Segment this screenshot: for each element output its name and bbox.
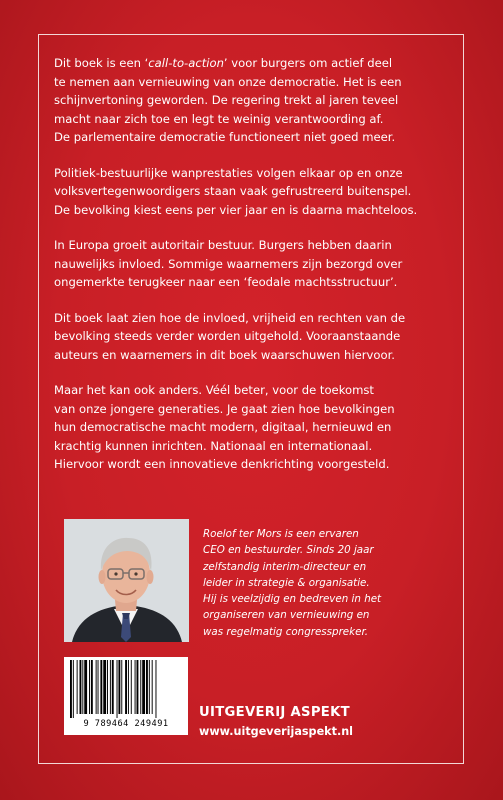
bio-line: Hij is veelzijdig en bedreven in het (203, 593, 382, 606)
blurb-paragraph-5 (54, 381, 454, 474)
blurb-line: hun democratische macht modern, digitaal, hernieuwd en (54, 420, 392, 434)
barcode-bar (103, 660, 106, 714)
barcode-bar (110, 660, 111, 714)
barcode-bar (128, 660, 129, 714)
blurb-line: Politiek-bestuurlijke wanprestaties volgen elkaar op en onze (54, 165, 403, 180)
barcode-digits: 9 789464 249491 (83, 719, 169, 729)
blurb-line: macht naar zich toe en legt te weinig verantwoording af. (54, 111, 384, 126)
author-bio (203, 526, 383, 640)
barcode-bar (100, 660, 102, 714)
barcode-bar (117, 660, 118, 718)
barcode-bar (82, 660, 83, 714)
blurb-line: Maar het kan ook anders. Véél beter, voor de toekomst (54, 383, 374, 397)
barcode-bar (142, 660, 145, 714)
barcode-bar (112, 660, 114, 714)
author-photo (64, 519, 189, 642)
blurb-paragraph-1 (54, 54, 454, 147)
blurb-line: volksvertegenwoordigers staan vaak gefrustreerd buitenspel. (54, 184, 412, 198)
bio-line: was regelmatig congresspreker. (203, 625, 369, 638)
barcode-bar (146, 660, 148, 714)
publisher-website: www.uitgeverijaspekt.nl (199, 725, 353, 738)
barcode-bar (80, 660, 82, 714)
blurb-paragraph-2 (54, 164, 454, 220)
bio-line: organiseren van vernieuwing en (203, 609, 370, 622)
barcode-bar (77, 660, 78, 714)
blurb-line: schijnvertoning geworden. De regering trekt al jaren teveel (54, 93, 399, 107)
barcode-bar (73, 660, 74, 718)
blurb-line: auteurs en waarnemers in dit boek waarschuwen hiervoor. (54, 347, 395, 362)
barcode-bar (131, 660, 132, 714)
bio-line: Roelof ter Mors is een ervaren (203, 528, 359, 540)
barcode-bar (89, 660, 90, 714)
barcode-bar (84, 660, 87, 714)
blurb-paragraph-3 (54, 236, 454, 292)
blurb-line: nauwelijks invloed. Sommige waarnemers zijn bezorgd over (54, 256, 403, 271)
blurb-line: krachtig kunnen inrichten. Nationaal en internationaal. (54, 438, 373, 453)
barcode-bar (156, 660, 157, 718)
blurb-line: In Europa groeit autoritair bestuur. Burgers hebben daarin (54, 238, 392, 252)
blurb-text-span: Dit boek is een ‘ (54, 56, 149, 70)
barcode-bar (98, 660, 99, 714)
isbn-barcode (64, 657, 188, 735)
barcode-bar (135, 660, 136, 714)
blurb-paragraph-4 (54, 309, 454, 365)
author-portrait-icon (64, 519, 189, 642)
publisher-name: UITGEVERIJ ASPEKT (199, 705, 350, 720)
call-to-action-emphasis: call-to-action (148, 56, 224, 70)
barcode-bar (149, 660, 150, 714)
blurb-line: De bevolking kiest eens per vier jaar en is daarna machteloos. (54, 202, 418, 217)
barcode-bar (152, 660, 153, 714)
barcode-bar (91, 660, 93, 714)
blurb-line: ongemerkte terugkeer naar een ‘feodale machtsstructuur’. (54, 275, 398, 289)
barcode-bar (137, 660, 139, 714)
barcode-icon (64, 657, 188, 719)
blurb-line: te nemen aan vernieuwing van onze democratie. Het is een (54, 74, 402, 89)
barcode-bar (121, 660, 122, 714)
blurb-line: bevolking steeds verder worden uitgehold. Vooraanstaande (54, 329, 401, 343)
blurb-line: De parlementaire democratie functioneert niet goed meer. (54, 130, 396, 144)
blurb-line: Dit boek laat zien hoe de invloed, vrijheid en rechten van de (54, 310, 406, 325)
barcode-bar (140, 660, 141, 714)
bio-line: CEO en bestuurder. Sinds 20 jaar (203, 544, 374, 557)
blurb-text (54, 54, 454, 491)
blurb-line: van onze jongere generaties. Je gaat zien hoe bevolkingen (54, 401, 395, 416)
barcode-bar (125, 660, 127, 714)
barcode-bar (118, 660, 120, 714)
barcode-bar (96, 660, 97, 714)
blurb-line: Hiervoor wordt een innovatieve denkrichting voorgesteld. (54, 457, 390, 471)
barcode-bar (70, 660, 72, 718)
bio-line: zelfstandig interim-directeur en (203, 560, 367, 573)
blurb-text-span: ’ voor burgers om actief deel (223, 56, 393, 70)
bio-line: leider in strategie & organisatie. (203, 576, 370, 589)
barcode-bar (107, 660, 108, 714)
